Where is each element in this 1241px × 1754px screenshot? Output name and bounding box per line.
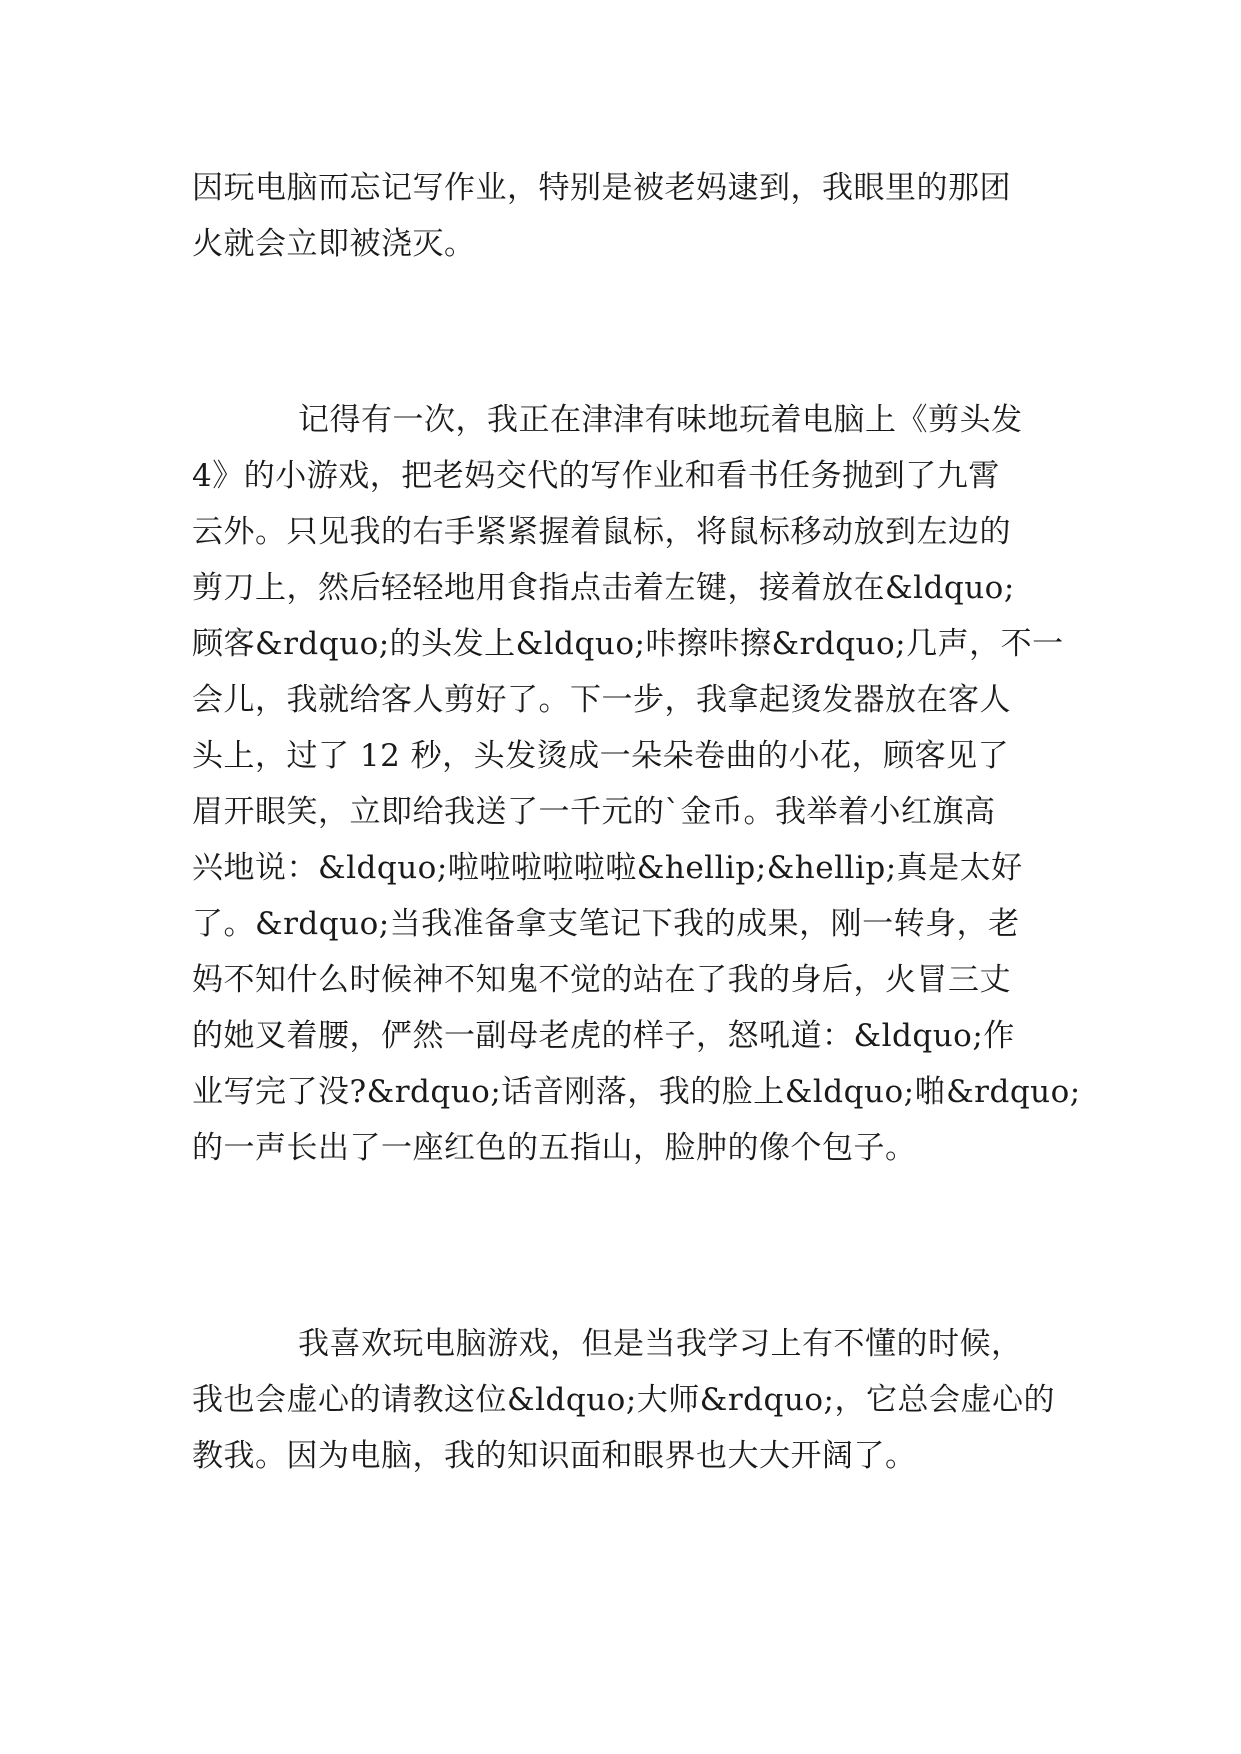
text-line: 我也会虚心的请教这位&ldquo;大师&rdquo;，它总会虚心的 [192, 1382, 1055, 1418]
text-line: 4》的小游戏，把老妈交代的写作业和看书任务抛到了九霄 [192, 458, 1000, 494]
text-line: 云外。只见我的右手紧紧握着鼠标，将鼠标移动放到左边的 [192, 514, 1011, 550]
text-line: 眉开眼笑，立即给我送了一千元的`金币。我举着小红旗高 [192, 794, 996, 830]
paragraph-2 [192, 392, 1081, 1176]
text-line: 了。&rdquo;当我准备拿支笔记下我的成果，刚一转身，老 [192, 906, 1020, 942]
text-line: 我喜欢玩电脑游戏，但是当我学习上有不懂的时候， [298, 1326, 1023, 1362]
text-line: 教我。因为电脑，我的知识面和眼界也大大开阔了。 [192, 1438, 917, 1474]
text-line: 火就会立即被浇灭。 [192, 226, 476, 262]
text-line: 记得有一次，我正在津津有味地玩着电脑上《剪头发 [298, 402, 1023, 438]
text-line: 顾客&rdquo;的头发上&ldquo;咔擦咔擦&rdquo;几声，不一 [192, 626, 1064, 662]
paragraph-1 [192, 160, 1072, 272]
text-line: 剪刀上，然后轻轻地用食指点击着左键，接着放在&ldquo; [192, 570, 1015, 606]
text-line: 兴地说：&ldquo;啦啦啦啦啦啦&hellip;&hellip;真是太好 [192, 850, 1023, 886]
text-line: 会儿，我就给客人剪好了。下一步，我拿起烫发器放在客人 [192, 682, 1011, 718]
text-line: 的一声长出了一座红色的五指山，脸肿的像个包子。 [192, 1130, 917, 1166]
text-line: 妈不知什么时候神不知鬼不觉的站在了我的身后，火冒三丈 [192, 962, 1011, 998]
text-line: 因玩电脑而忘记写作业，特别是被老妈逮到，我眼里的那团 [192, 170, 1011, 206]
text-line: 的她叉着腰，俨然一副母老虎的样子，怒吼道：&ldquo;作 [192, 1018, 1015, 1054]
text-line: 头上，过了 12 秒，头发烫成一朵朵卷曲的小花，顾客见了 [192, 738, 1010, 774]
text-line: 业写完了没?&rdquo;话音刚落，我的脸上&ldquo;啪&rdquo; [192, 1074, 1081, 1110]
paragraph-3 [192, 1316, 1072, 1484]
